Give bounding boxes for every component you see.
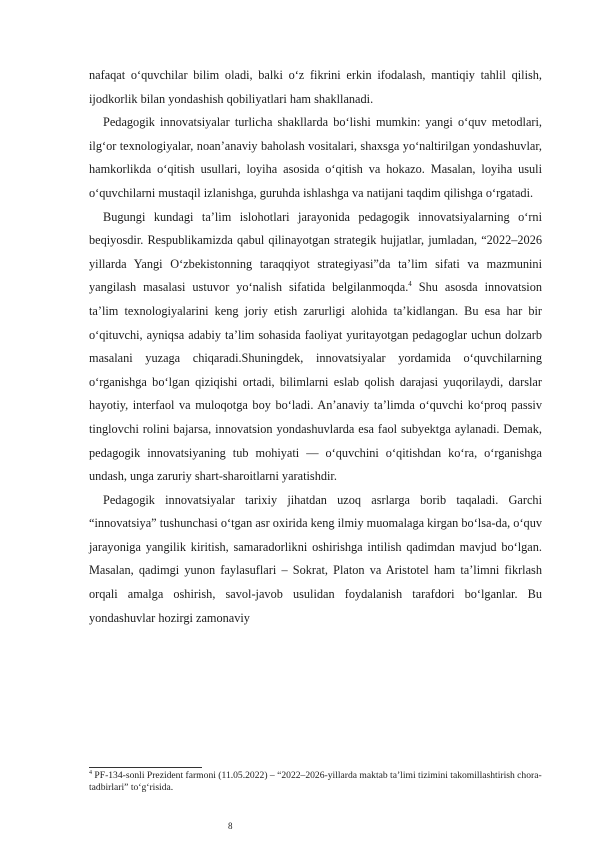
paragraph-2: Pedagogik innovatsiyalar turlicha shakllarda bo‘lishi mumkin: yangi o‘quv metodlari, ilg‘or texnologiyalar, noan’anaviy baholash vositalari, shaxsga yo‘naltirilgan yondashuvlar, hamkorlikda o‘qitish usullari, loyiha asosida o‘qitish va hokazo. Masalan, loyiha usuli o‘quvchilarni mustaqil izlanishga, guruhda ishlashga va natijani taqdim qilishga o‘rgatadi. xyxy=(89,115,542,200)
paragraph-3 xyxy=(89,206,542,489)
paragraph-3-text-before: Bugungi kundagi ta’lim islohotlari jarayonida pedagogik innovatsiyalarning o‘rni beqiyosdir. Respublikamizda qabul qilinayotgan strategik hujjatlar, jumladan, “2022–2026 yillarda Yangi O‘zbekistonning taraqqiyot strategiyasi”da ta’lim sifati va mazmunini yangilash masalasi ustuvor yo‘nalish sifatida belgilanmoqda. xyxy=(89,209,542,295)
paragraph-3-text-after: Shu asosda innovatsion ta’lim texnologiyalarini keng joriy etish zarurligi alohida ta’kidlangan. Bu esa har bir o‘qituvchi, ayniqsa adabiy ta’lim sohasida faoliyat yuritayotgan pedagoglar uchun dolzarb masalani yuzaga chiqaradi.Shuningdek, innovatsiyalar yordamida o‘quvchilarning o‘rganishga bo‘lgan qiziqishi ortadi, bilimlarni eslab qolish darajasi yuqorilaydi, darslar hayotiy, interfaol va muloqotga boy bo‘ladi. An’anaviy ta’limda o‘quvchi ko‘proq passiv tinglovchi rolini bajarsa, innovatsion yondashuvlarda esa faol subyektga aylanadi. Demak, pedagogik innovatsiyaning tub mohiyati — o‘quvchini o‘qitishdan ko‘ra, o‘rganishga undash, unga zaruriy shart-sharoitlarni yaratishdir. xyxy=(89,280,542,484)
footnote-number: 4 xyxy=(89,769,92,776)
footnote-text: PF-134-sonli Prezident farmoni (11.05.2022) – “2022–2026-yillarda maktab ta’limi tizimini takomillashtirish chora-tadbirlari” to‘g‘risida. xyxy=(89,770,542,793)
paragraph-4: Pedagogik innovatsiyalar tarixiy jihatdan uzoq asrlarga borib taqaladi. Garchi “innovatsiya” tushunchasi o‘tgan asr oxirida keng ilmiy muomalaga kirgan bo‘lsa-da, o‘quv jarayoniga yangilik kiritish, samaradorlikni oshirishga intilish qadimdan mavjud bo‘lgan. Masalan, qadimgi yunon faylasuflari – Sokrat, Platon va Aristotel ham ta’limni fikrlash orqali amalga oshirish, savol-javob usulidan foydalanish tarafdori bo‘lganlar. Bu yondashuvlar hozirgi zamonaviy xyxy=(89,492,542,625)
footnote-divider xyxy=(89,767,202,768)
footnote xyxy=(89,770,542,793)
page-number: 8 xyxy=(228,821,233,831)
page-body xyxy=(89,64,542,630)
paragraph-1: nafaqat o‘quvchilar bilim oladi, balki o‘z fikrini erkin ifodalash, mantiqiy tahlil qilish, ijodkorlik bilan yondashish qobiliyatlari ham shakllanadi. xyxy=(89,68,542,106)
footnote-reference[interactable]: 4 xyxy=(408,280,412,289)
